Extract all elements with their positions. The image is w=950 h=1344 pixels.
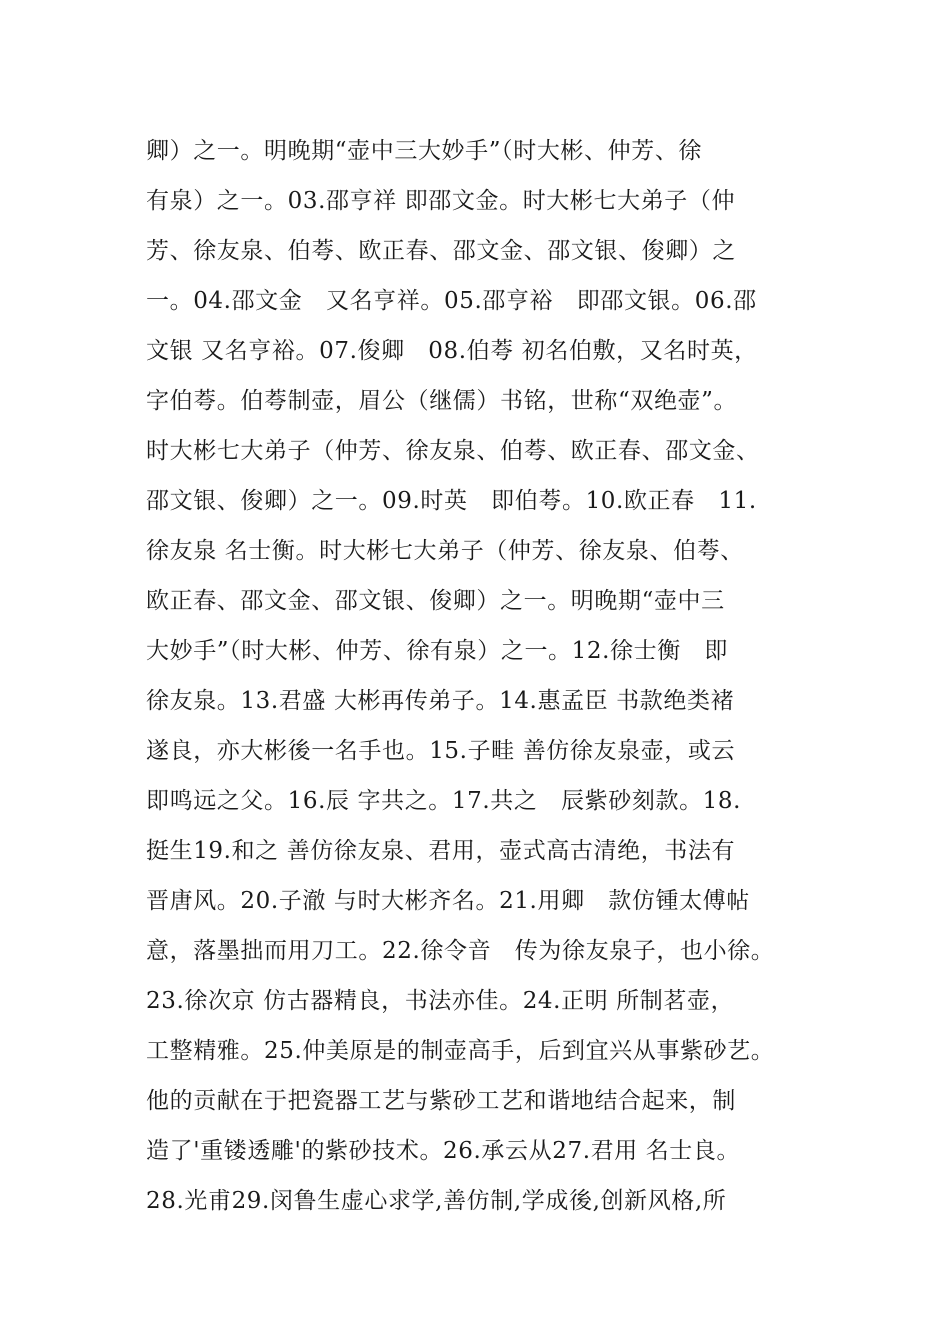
text-line: 邵文银、俊卿）之一。09.时英 即伯荂。10.欧正春 11. [146, 488, 757, 514]
text-line: 遂良，亦大彬後一名手也。15.子畦 善仿徐友泉壶，或云 [146, 738, 736, 764]
text-line: 有泉）之一。03.邵亨祥 即邵文金。时大彬七大弟子（仲 [146, 188, 736, 214]
text-line: 时大彬七大弟子（仲芳、徐友泉、伯荂、欧正春、邵文金、 [146, 438, 760, 464]
text-line: 挺生19.和之 善仿徐友泉、君用，壶式高古清绝，书法有 [146, 838, 736, 864]
body-text [146, 126, 846, 1226]
text-line: 即鸣远之父。16.辰 字共之。17.共之 辰紫砂刻款。18. [146, 788, 742, 814]
text-line: 他的贡献在于把瓷器工艺与紫砂工艺和谐地结合起来，制 [146, 1088, 736, 1114]
text-line: 芳、徐友泉、伯荂、欧正春、邵文金、邵文银、俊卿）之 [146, 238, 736, 264]
text-line: 徐友泉 名士衡。时大彬七大弟子（仲芳、徐友泉、伯荂、 [146, 538, 744, 564]
text-line: 一。04.邵文金 又名亨祥。05.邵亨裕 即邵文银。06.邵 [146, 288, 757, 314]
text-line: 23.徐次京 仿古器精良，书法亦佳。24.正明 所制茗壶， [146, 988, 735, 1014]
text-line: 文银 又名亨裕。07.俊卿 08.伯荂 初名伯敷，又名时英， [146, 338, 758, 364]
text-line: 字伯荂。伯荂制壶，眉公（继儒）书铭，世称“双绝壶”。 [146, 388, 738, 414]
text-line: 欧正春、邵文金、邵文银、俊卿）之一。明晚期“壶中三 [146, 588, 725, 614]
text-line: 意，落墨拙而用刀工。22.徐令音 传为徐友泉子，也小徐。 [146, 938, 775, 964]
text-line: 晋唐风。20.子澈 与时大彬齐名。21.用卿 款仿锺太傅帖 [146, 888, 750, 914]
text-line: 大妙手”（时大彬、仲芳、徐有泉）之一。12.徐士衡 即 [146, 638, 729, 664]
text-line: 卿）之一。明晚期“壶中三大妙手”（时大彬、仲芳、徐 [146, 138, 703, 164]
text-line: 徐友泉。13.君盛 大彬再传弟子。14.惠孟臣 书款绝类褚 [146, 688, 735, 714]
text-line: 工整精雅。25.仲美原是的制壶高手，后到宜兴从事紫砂艺。 [146, 1038, 775, 1064]
text-line: 28.光甫29.闵鲁生虚心求学,善仿制,学成後,创新风格,所 [146, 1188, 727, 1214]
text-line: 造了'重镂透雕'的紫砂技术。26.承云从27.君用 名士良。 [146, 1138, 741, 1164]
